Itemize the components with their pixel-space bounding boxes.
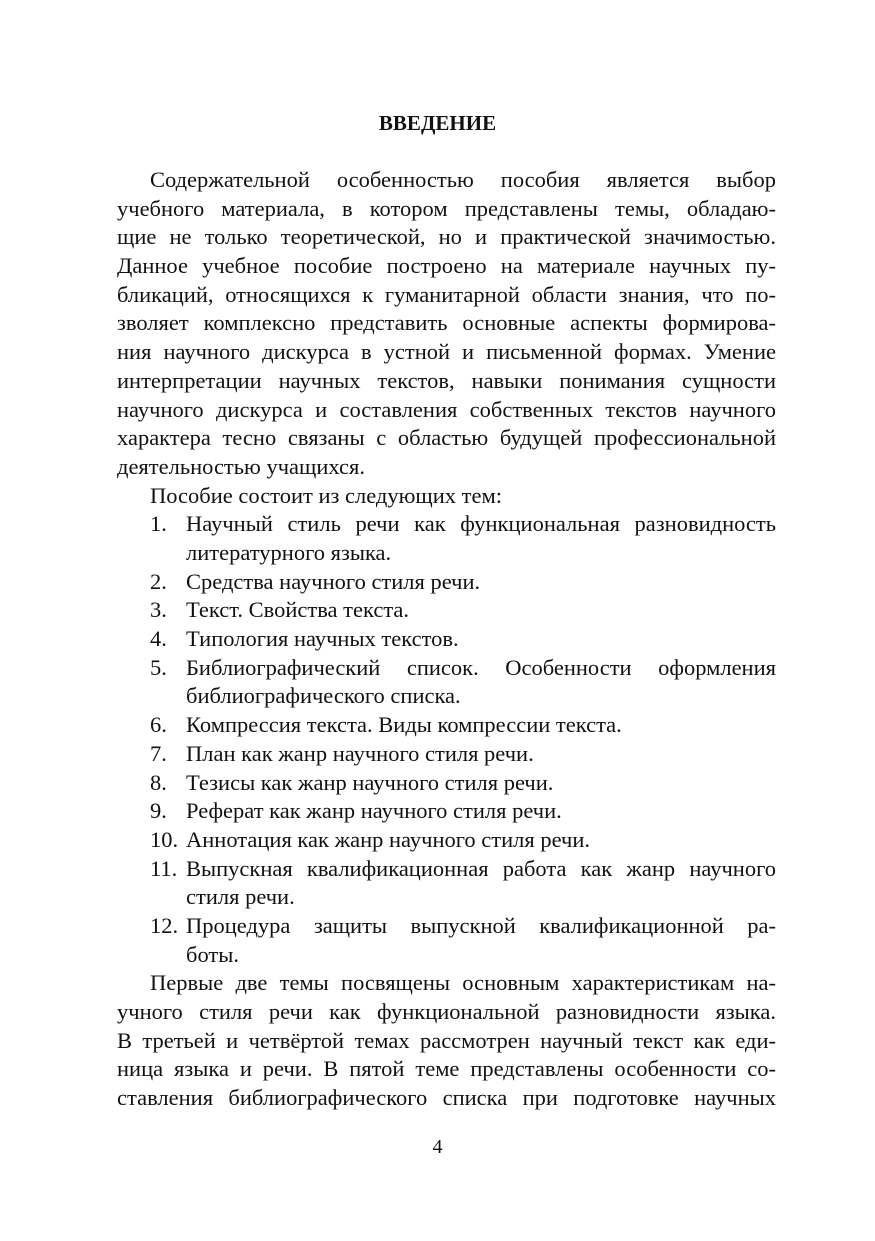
text-line: деятельностью учащихся.	[117, 453, 365, 479]
list-text	[186, 855, 776, 912]
text-line: ставления библиографического списка при подготовке научных	[117, 1085, 776, 1111]
list-text	[186, 654, 776, 711]
list-item	[117, 740, 776, 769]
list-number: 9.	[150, 798, 167, 824]
list-item	[117, 912, 776, 969]
list-item	[117, 596, 776, 625]
text-line: Типология научных текстов.	[186, 626, 459, 652]
text-line: Данное учебное пособие построено на материале научных пу-	[117, 253, 776, 279]
text-line: В третьей и четвёртой темах рассмотрен научный текст как еди-	[117, 1027, 776, 1053]
list-item	[117, 711, 776, 740]
list-text	[186, 912, 776, 969]
list-text	[186, 769, 776, 798]
text-line: Пособие состоит из следующих тем:	[150, 482, 502, 508]
list-number: 7.	[150, 740, 167, 766]
list-item	[117, 769, 776, 798]
text-line: библиографического списка.	[186, 683, 461, 709]
text-line: характера тесно связаны с областью будущей профессиональной	[117, 425, 776, 451]
paragraph	[117, 969, 776, 1112]
text-line: Выпускная квалификационная работа как жанр научного	[186, 855, 776, 881]
list-item	[117, 654, 776, 711]
text-line: щие не только теоретической, но и практической значимостью.	[117, 224, 776, 250]
text-line: Компрессия текста. Виды компрессии текста.	[186, 712, 622, 738]
text-line: научного дискурса и составления собственных текстов научного	[117, 396, 776, 422]
text-line: бликаций, относящихся к гуманитарной области знания, что по-	[117, 281, 776, 307]
list-item	[117, 797, 776, 826]
list-number: 10.	[150, 826, 179, 852]
list-text	[186, 510, 776, 567]
list-number: 8.	[150, 769, 167, 795]
list-text	[186, 711, 776, 740]
text-line: Библиографический список. Особенности оформления	[186, 654, 776, 680]
list-number: 11.	[150, 855, 178, 881]
text-line: учного стиля речи как функциональной разновидности языка.	[117, 999, 776, 1025]
list-item	[117, 855, 776, 912]
text-line: Первые две темы посвящены основным характеристикам на-	[150, 970, 776, 996]
list-number: 6.	[150, 712, 167, 738]
text-line: учебного материала, в котором представлены темы, обладаю-	[117, 195, 776, 221]
list-number: 12.	[150, 913, 179, 938]
list-item	[117, 568, 776, 597]
list-item	[117, 826, 776, 855]
list-text	[186, 568, 776, 597]
list-text	[186, 596, 776, 625]
text-line: Текст. Свойства текста.	[186, 597, 410, 623]
text-line: зволяет комплексно представить основные аспекты формирова-	[117, 310, 776, 336]
text-line: Аннотация как жанр научного стиля речи.	[186, 826, 591, 852]
paragraph	[117, 482, 776, 511]
text-line: стиля речи.	[186, 884, 295, 910]
text-line: боты.	[186, 941, 239, 967]
text-line: Процедура защиты выпускной квалификационной ра-	[186, 913, 776, 938]
list-number: 4.	[150, 626, 167, 652]
topic-list	[117, 510, 776, 969]
list-number: 5.	[150, 654, 167, 680]
text-line: Реферат как жанр научного стиля речи.	[186, 798, 562, 824]
text-line: Средства научного стиля речи.	[186, 568, 481, 594]
list-text	[186, 797, 776, 826]
document-body	[117, 166, 776, 1113]
text-line: ния научного дискурса в устной и письменной формах. Умение	[117, 339, 776, 365]
text-line: интерпретации научных текстов, навыки понимания сущности	[117, 367, 776, 393]
text-line: План как жанр научного стиля речи.	[186, 740, 534, 766]
text-line: ница языка и речи. В пятой теме представлены особенности со-	[117, 1056, 776, 1082]
text-line: литературного языка.	[186, 539, 392, 565]
list-number: 2.	[150, 568, 167, 594]
paragraph	[117, 166, 776, 482]
list-text	[186, 740, 776, 769]
list-text	[186, 625, 776, 654]
text-line: Содержательной особенностью пособия является выбор	[150, 167, 776, 192]
list-item	[117, 625, 776, 654]
list-text	[186, 826, 776, 855]
list-number: 3.	[150, 597, 167, 623]
text-line: Тезисы как жанр научного стиля речи.	[186, 769, 554, 795]
text-line: Научный стиль речи как функциональная разновидность	[186, 511, 776, 537]
list-item	[117, 510, 776, 567]
list-number: 1.	[150, 511, 167, 537]
page-number: 4	[432, 1136, 443, 1158]
page-title: ВВЕДЕНИЕ	[378, 111, 497, 135]
